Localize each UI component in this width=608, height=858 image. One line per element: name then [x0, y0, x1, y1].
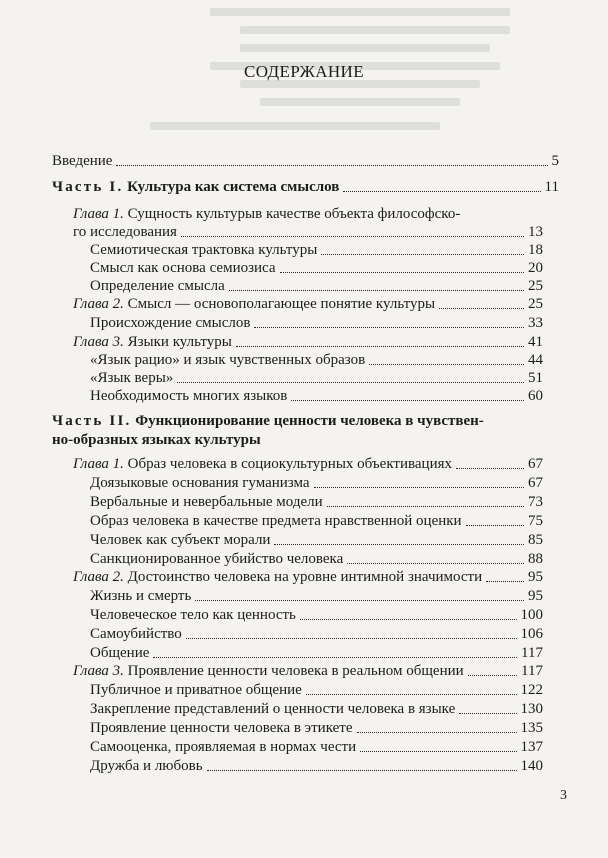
- dot-leader: [456, 467, 524, 469]
- dot-leader: [360, 750, 516, 752]
- toc-entry-text: [73, 332, 232, 352]
- dot-leader: [459, 712, 516, 714]
- toc-entry-text: Достоинство человека на уровне интимной значимости: [127, 569, 483, 585]
- dot-leader: [321, 253, 524, 255]
- toc-page-number: 130: [520, 701, 543, 717]
- toc-entry-text: Проявление ценности человека в реальном общении: [127, 663, 464, 679]
- toc-page-number: 140: [520, 758, 543, 774]
- toc-page-number: 18: [528, 242, 543, 258]
- toc-subentry[interactable]: [90, 386, 543, 406]
- chapter-label: Глава 1.: [73, 456, 124, 472]
- toc-entry-text: Санкционированное убийство человека: [90, 551, 344, 567]
- toc-entry-text: Смысл — основополагающее понятие культуры: [127, 296, 436, 312]
- dot-leader: [181, 235, 524, 237]
- toc-entry-text: Часть II.: [52, 413, 132, 429]
- toc-entry-text: «Язык веры»: [90, 370, 174, 386]
- dot-leader: [306, 693, 517, 695]
- toc-entry-text: Часть I. Культура как система смыслов: [52, 179, 340, 195]
- dot-leader: [177, 381, 524, 383]
- dot-leader: [439, 307, 524, 309]
- toc-entry-text: Образ человека в социокультурных объективациях: [127, 456, 452, 472]
- toc-page-number: 20: [528, 260, 543, 276]
- toc-entry-part-2-line1[interactable]: [52, 411, 484, 431]
- dot-leader: [291, 399, 524, 401]
- toc-entry-text: Функционирование ценности человека в чувствен-: [135, 413, 484, 429]
- toc-page-number: 41: [528, 334, 543, 350]
- toc-entry-chapter-2[interactable]: [73, 294, 543, 314]
- page-number: 3: [560, 788, 567, 803]
- toc-subentry[interactable]: [90, 530, 543, 550]
- toc-entry-text: Семиотическая трактовка культуры: [90, 242, 318, 258]
- toc-entry-text: Человеческое тело как ценность: [90, 607, 296, 623]
- toc-page-number: 33: [528, 315, 543, 331]
- toc-entry-text: [73, 661, 464, 681]
- toc-page-number: 85: [528, 532, 543, 548]
- dot-leader: [186, 637, 517, 639]
- toc-entry-text: Определение смысла: [90, 278, 225, 294]
- toc-page-number: 51: [528, 370, 543, 386]
- dot-leader: [468, 674, 517, 676]
- dot-leader: [369, 363, 524, 365]
- toc-page-number: 44: [528, 352, 543, 368]
- toc-entry-text: «Язык рацио» и язык чувственных образов: [90, 352, 366, 368]
- toc-subentry[interactable]: [90, 586, 543, 606]
- toc-page-number: 25: [528, 296, 543, 312]
- toc-subentry[interactable]: [90, 643, 543, 663]
- toc-subentry[interactable]: [90, 737, 543, 757]
- toc-subentry[interactable]: [90, 511, 543, 531]
- toc-entry-text: Необходимость многих языков: [90, 388, 288, 404]
- toc-entry-text: Сущность культурыв качестве объекта философско-: [127, 206, 461, 222]
- toc-page-number: 137: [520, 739, 543, 755]
- toc-entry-text: Языки культуры: [127, 334, 232, 350]
- toc-entry-text: Происхождение смыслов: [90, 315, 251, 331]
- toc-entry-text: Самоубийство: [90, 626, 182, 642]
- toc-heading: СОДЕРЖАНИЕ: [243, 62, 365, 81]
- dot-leader: [207, 769, 517, 771]
- toc-entry-text: [73, 567, 482, 587]
- toc-subentry[interactable]: [90, 680, 543, 700]
- toc-entry-chapter-3[interactable]: [73, 332, 543, 352]
- toc-subentry[interactable]: [90, 313, 543, 333]
- toc-subentry[interactable]: [90, 492, 543, 512]
- toc-subentry[interactable]: [90, 624, 543, 644]
- toc-page-number: 60: [528, 388, 543, 404]
- toc-subentry[interactable]: [90, 350, 543, 370]
- toc-subentry[interactable]: [90, 549, 543, 569]
- toc-subentry[interactable]: [90, 718, 543, 738]
- toc-entry-text: Вербальные и невербальные модели: [90, 494, 323, 510]
- toc-entry-text: Дружба и любовь: [90, 758, 203, 774]
- dot-leader: [347, 562, 524, 564]
- toc-entry-part2-chapter-1[interactable]: [73, 454, 543, 474]
- toc-subentry[interactable]: [90, 276, 543, 296]
- toc-page-number: 95: [528, 569, 543, 585]
- toc-entry-text: Жизнь и смерть: [90, 588, 192, 604]
- toc-entry-text: Публичное и приватное общение: [90, 682, 302, 698]
- dot-leader: [274, 543, 524, 545]
- dot-leader: [229, 289, 524, 291]
- chapter-label: Глава 3.: [73, 663, 124, 679]
- toc-entry-part-1[interactable]: Часть I. Культура как система смыслов 11: [52, 179, 559, 195]
- toc-entry-text: Самооценка, проявляемая в нормах чести: [90, 739, 357, 755]
- toc-subentry[interactable]: [90, 605, 543, 625]
- toc-page-number: 67: [528, 456, 543, 472]
- toc-page-number: 75: [528, 513, 543, 529]
- toc-entry-chapter-1-line1: [73, 204, 460, 224]
- toc-subentry[interactable]: [90, 473, 543, 493]
- dot-leader: [153, 656, 517, 658]
- toc-page-number: 73: [528, 494, 543, 510]
- dot-leader: [466, 524, 524, 526]
- toc-entry-part-2-line2: но-образных языках культуры: [52, 432, 261, 448]
- toc-page-number: 67: [528, 475, 543, 491]
- dot-leader: [357, 731, 517, 733]
- toc-entry-text: Образ человека в качестве предмета нравственной оценки: [90, 513, 462, 529]
- toc-entry-part2-chapter-2[interactable]: [73, 567, 543, 587]
- toc-page-number: 88: [528, 551, 543, 567]
- toc-entry-chapter-1[interactable]: го исследования 13: [73, 224, 543, 240]
- toc-page-number: 106: [520, 626, 543, 642]
- toc-page-number: 117: [521, 645, 543, 661]
- dot-leader: [236, 345, 524, 347]
- toc-entry-text: Смысл как основа семиозиса: [90, 260, 276, 276]
- toc-entry-text: [73, 294, 435, 314]
- toc-entry-text: Закрепление представлений о ценности человека в языке: [90, 701, 456, 717]
- toc-entry-text: Человек как субъект морали: [90, 532, 271, 548]
- toc-page-number: 100: [520, 607, 543, 623]
- toc-subentry[interactable]: [90, 699, 543, 719]
- toc-page-number: 117: [521, 663, 543, 679]
- dot-leader: [116, 164, 547, 166]
- toc-subentry[interactable]: [90, 240, 543, 260]
- toc-page-number: 25: [528, 278, 543, 294]
- toc-entry-text: Проявление ценности человека в этикете: [90, 720, 353, 736]
- toc-subentry[interactable]: [90, 258, 543, 278]
- toc-entry-part2-chapter-3[interactable]: [73, 661, 543, 681]
- toc-subentry[interactable]: [90, 368, 543, 388]
- dot-leader: [327, 505, 524, 507]
- dot-leader: [343, 190, 540, 192]
- toc-entry-intro[interactable]: Введение 5: [52, 153, 559, 169]
- toc-page-number: 135: [520, 720, 543, 736]
- dot-leader: [280, 271, 524, 273]
- dot-leader: [300, 618, 517, 620]
- dot-leader: [314, 486, 524, 488]
- toc-entry-text: Доязыковые основания гуманизма: [90, 475, 310, 491]
- chapter-label: Глава 1.: [73, 206, 124, 222]
- chapter-label: Глава 2.: [73, 296, 124, 312]
- chapter-label: Глава 2.: [73, 569, 124, 585]
- dot-leader: [254, 326, 524, 328]
- dot-leader: [195, 599, 524, 601]
- chapter-label: Глава 3.: [73, 334, 124, 350]
- toc-subentry[interactable]: [90, 756, 543, 776]
- toc-page-number: 122: [520, 682, 543, 698]
- dot-leader: [486, 580, 524, 582]
- toc-entry-text: [73, 454, 452, 474]
- toc-page-number: 95: [528, 588, 543, 604]
- toc-entry-text: Общение: [90, 645, 150, 661]
